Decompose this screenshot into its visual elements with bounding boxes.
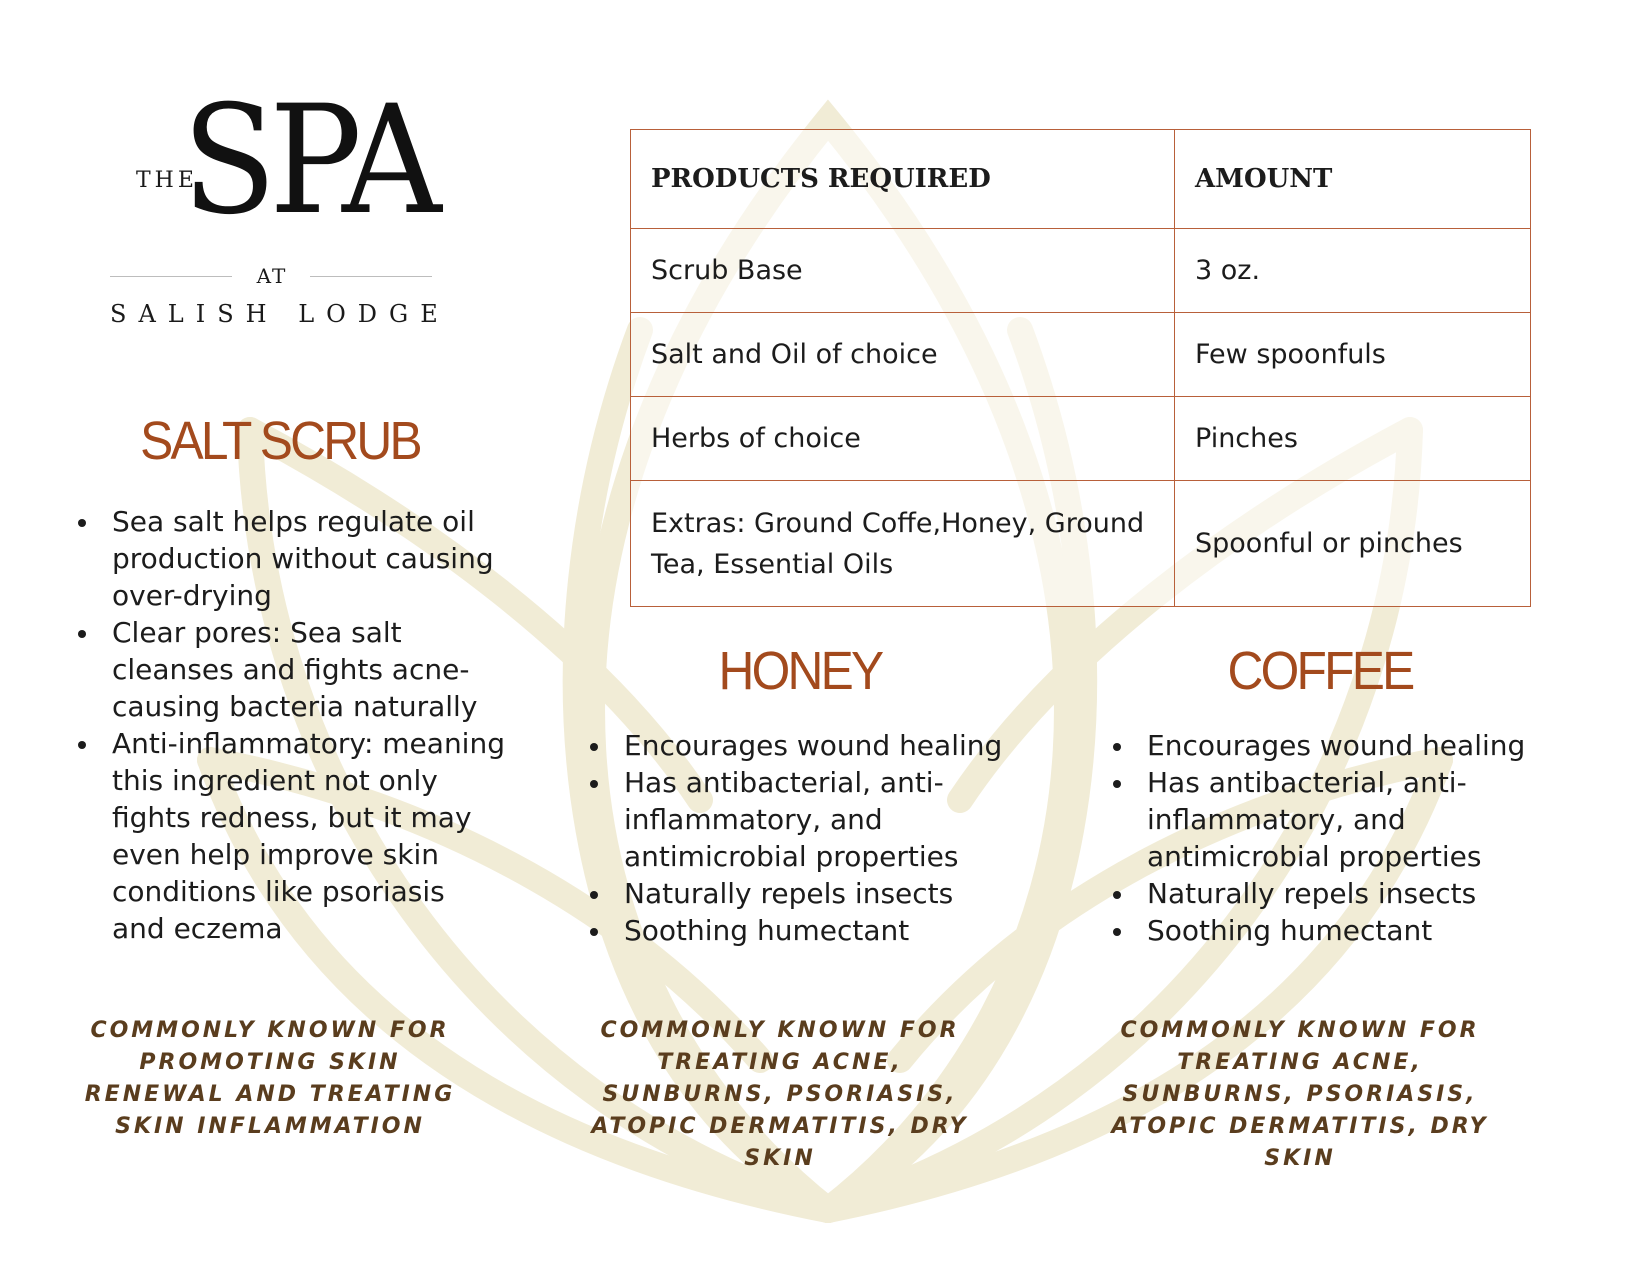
table-header-products: PRODUCTS REQUIRED: [631, 130, 1175, 229]
table-cell-amount: 3 oz.: [1175, 229, 1531, 313]
table-cell-product: Salt and Oil of choice: [631, 313, 1175, 397]
list-item: Sea salt helps regulate oil production without causing over-drying: [75, 503, 505, 614]
list-item: Encourages wound healing: [587, 727, 1027, 764]
list-item: Naturally repels insects: [1110, 875, 1550, 912]
table-row: [631, 313, 1531, 397]
list-item: Naturally repels insects: [587, 875, 1027, 912]
logo-subtitle: SALISH LODGE: [110, 300, 450, 328]
coffee-heading: COFFEE: [1227, 641, 1413, 701]
table-row: [631, 229, 1531, 313]
logo-divider-left: [110, 276, 232, 277]
logo-divider-right: [310, 276, 432, 277]
table-row: [631, 481, 1531, 607]
honey-footer: COMMONLY KNOWN FOR TREATING ACNE, SUNBURNS, PSORIASIS, ATOPIC DERMATITIS, DRY SKIN: [591, 1018, 969, 1171]
table-row: [631, 397, 1531, 481]
spa-logo: [110, 74, 450, 332]
salt-scrub-footer: COMMONLY KNOWN FOR PROMOTING SKIN RENEWAL AND TREATING SKIN INFLAMMATION: [84, 1018, 456, 1139]
logo-at: AT: [256, 264, 288, 288]
table-cell-product: Extras: Ground Coffe,Honey, Ground Tea, Essential Oils: [631, 481, 1175, 607]
honey-benefits-list: [587, 727, 1027, 949]
list-item: Encourages wound healing: [1110, 727, 1550, 764]
coffee-benefits-list: [1110, 727, 1550, 949]
logo-the: THE: [136, 168, 198, 193]
table-cell-product: Scrub Base: [631, 229, 1175, 313]
table-cell-amount: Pinches: [1175, 397, 1531, 481]
table-cell-product: Herbs of choice: [631, 397, 1175, 481]
list-item: Soothing humectant: [587, 912, 1027, 949]
table-header-amount: AMOUNT: [1175, 130, 1531, 229]
list-item: Has antibacterial, anti-inflammatory, and antimicrobial properties: [587, 764, 1027, 875]
list-item: Clear pores: Sea salt cleanses and fights acne-causing bacteria naturally: [75, 614, 505, 725]
coffee-footer: COMMONLY KNOWN FOR TREATING ACNE, SUNBURNS, PSORIASIS, ATOPIC DERMATITIS, DRY SKIN: [1111, 1018, 1489, 1171]
list-item: Anti-inflammatory: meaning this ingredient not only fights redness, but it may even help improve skin conditions like psoriasis and eczema: [75, 725, 505, 947]
list-item: Soothing humectant: [1110, 912, 1550, 949]
table-cell-amount: Spoonful or pinches: [1175, 481, 1531, 607]
table-header-row: [631, 130, 1531, 229]
table-cell-amount: Few spoonfuls: [1175, 313, 1531, 397]
salt-scrub-heading: SALT SCRUB: [140, 411, 420, 471]
logo-spa: SPA: [182, 74, 435, 248]
list-item: Has antibacterial, anti-inflammatory, and antimicrobial properties: [1110, 764, 1550, 875]
salt-scrub-benefits-list: [75, 503, 505, 947]
products-table: [630, 129, 1531, 607]
honey-heading: HONEY: [718, 641, 882, 701]
